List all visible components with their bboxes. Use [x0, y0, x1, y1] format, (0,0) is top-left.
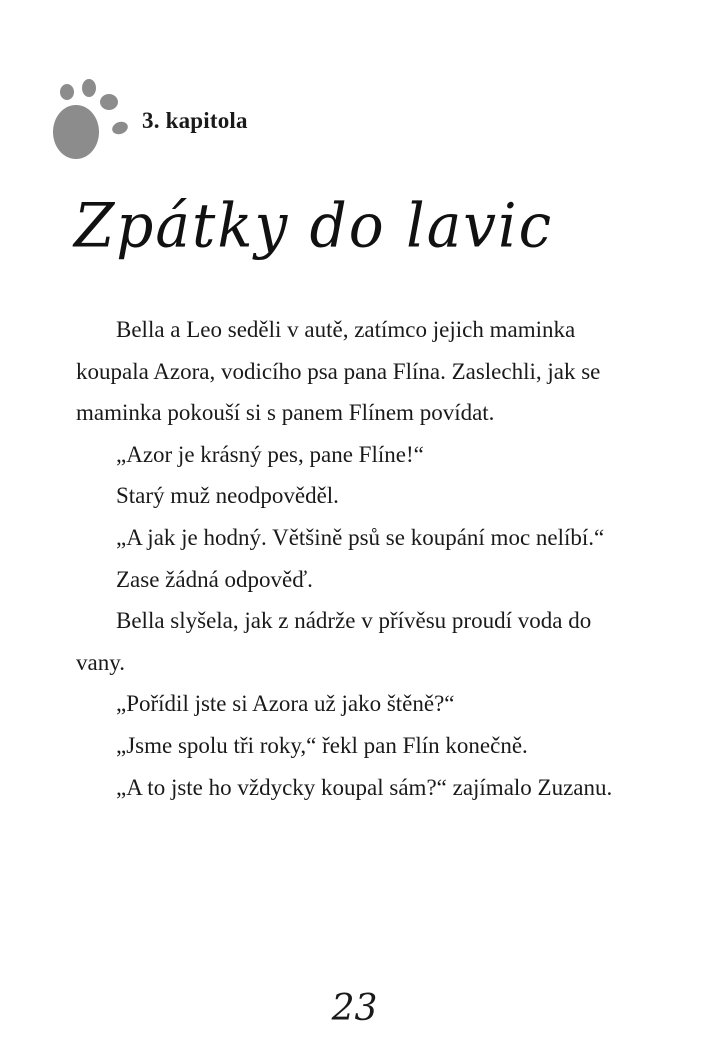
- paragraph: „Azor je krásný pes, pane Flíne!“: [116, 441, 424, 467]
- paragraph: Bella slyšela, jak z nádrže v přívěsu proudí voda do vany.: [76, 608, 592, 675]
- paragraph: „Jsme spolu tři roky,“ řekl pan Flín konečně.: [116, 732, 528, 758]
- paragraph: „A to jste ho vždycky koupal sám?“ zajímalo Zuzanu.: [116, 774, 613, 800]
- paragraph: Zase žádná odpověď.: [116, 566, 313, 592]
- chapter-label: 3. kapitola: [142, 108, 248, 133]
- paragraph: „A jak je hodný. Většině psů se koupání moc nelíbí.“: [116, 524, 605, 550]
- paragraph: „Pořídil jste si Azora už jako štěně?“: [116, 691, 455, 717]
- paragraph: Bella a Leo seděli v autě, zatímco jejich maminka koupala Azora, vodicího psa pana Flína. Zaslechli, jak se maminka pokouší si s panem Flínem povídat.: [76, 317, 601, 426]
- chapter-title: Zpátky do lavic: [74, 190, 554, 262]
- page-number: 23: [331, 988, 378, 1029]
- paragraph: Starý muž neodpověděl.: [116, 483, 339, 509]
- paw-print-icon: [48, 74, 138, 164]
- body-text: [76, 309, 641, 808]
